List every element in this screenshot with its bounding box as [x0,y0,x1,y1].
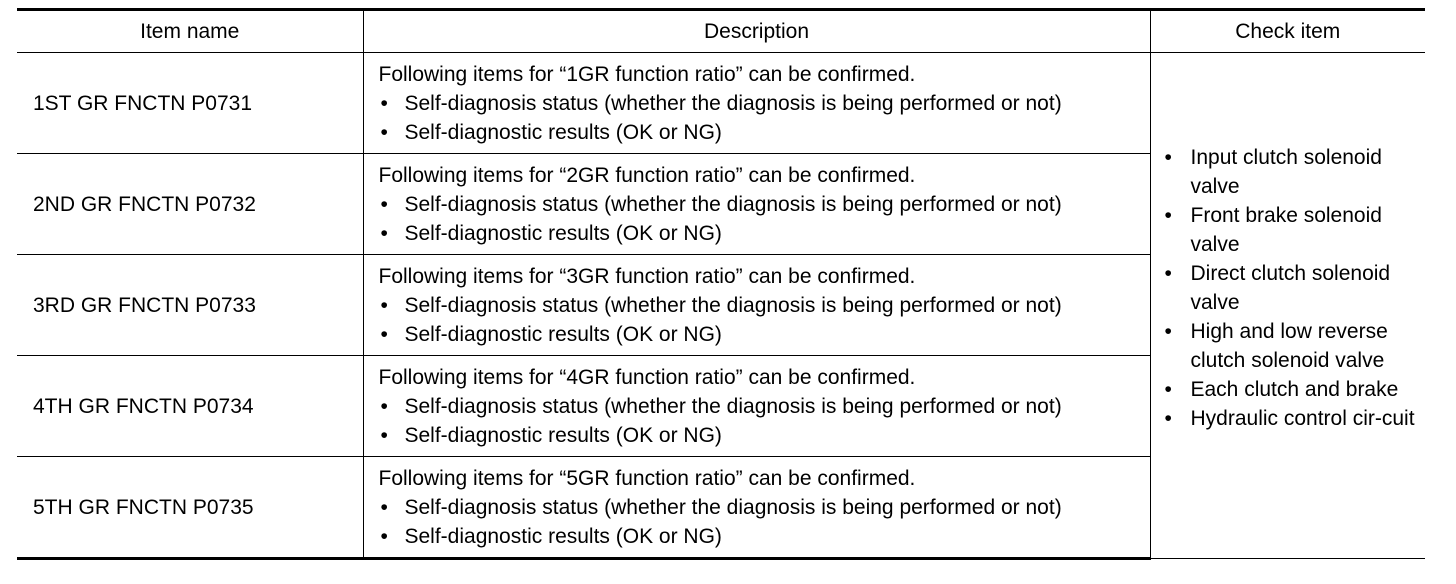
description-cell [363,356,1150,457]
description-bullet [379,118,1150,147]
description-cell [363,255,1150,356]
bullet-icon: • [1164,262,1172,285]
description-intro: Following items for “2GR function ratio” can be confirmed. [378,163,916,187]
description-bullet [379,219,1150,248]
description-bullet [379,291,1150,320]
description-intro: Following items for “5GR function ratio” can be confirmed. [378,466,916,490]
item-name-cell: 3RD GR FNCTN P0733 [17,255,363,356]
description-bullet [379,190,1150,219]
bullet-text: Self-diagnosis status (whether the diagnosis is being performed or not) [404,293,1062,317]
check-item [1163,317,1426,375]
item-name-cell: 1ST GR FNCTN P0731 [17,53,363,154]
table-row [17,53,1425,154]
header-item-name: Item name [17,10,363,53]
bullet-icon: • [1164,378,1172,401]
description-bullet [379,89,1150,118]
header-description: Description [363,10,1150,53]
bullet-text: Self-diagnosis status (whether the diagnosis is being performed or not) [404,192,1062,216]
description-cell [363,53,1150,154]
bullet-text: Self-diagnostic results (OK or NG) [404,221,722,245]
description-intro: Following items for “3GR function ratio” can be confirmed. [378,264,916,288]
bullet-text: Self-diagnostic results (OK or NG) [404,120,722,144]
header-check-item: Check item [1150,10,1425,53]
description-cell [363,457,1150,559]
bullet-icon: • [380,91,388,115]
description-bullet [379,392,1150,421]
check-item-cell [1150,53,1425,559]
bullet-icon: • [380,120,388,144]
description-cell [363,154,1150,255]
check-item-text: Each clutch and brake [1190,378,1399,401]
bullet-icon: • [380,221,388,245]
check-item-text: Input clutch solenoid valve [1190,146,1382,198]
bullet-text: Self-diagnosis status (whether the diagnosis is being performed or not) [404,495,1062,519]
bullet-icon: • [380,192,388,216]
bullet-text: Self-diagnostic results (OK or NG) [404,423,722,447]
check-item-text: Hydraulic control cir-cuit [1190,407,1415,430]
item-name-cell: 5TH GR FNCTN P0735 [17,457,363,559]
bullet-icon: • [1164,407,1172,430]
description-bullet [379,421,1150,450]
check-item [1163,404,1426,433]
description-intro: Following items for “4GR function ratio” can be confirmed. [378,365,916,389]
check-item-text: Direct clutch solenoid valve [1190,262,1391,314]
check-item [1163,201,1426,259]
bullet-icon: • [380,322,388,346]
bullet-text: Self-diagnosis status (whether the diagnosis is being performed or not) [404,91,1062,115]
bullet-icon: • [380,495,388,519]
bullet-icon: • [1164,204,1172,227]
description-bullet [379,320,1150,349]
check-item [1163,259,1426,317]
description-bullet [379,493,1150,522]
bullet-text: Self-diagnostic results (OK or NG) [404,322,722,346]
check-item-text: Front brake solenoid valve [1190,204,1382,256]
diagnosis-table-container [17,8,1425,560]
item-name-cell: 2ND GR FNCTN P0732 [17,154,363,255]
bullet-text: Self-diagnosis status (whether the diagnosis is being performed or not) [404,394,1062,418]
bullet-icon: • [380,394,388,418]
diagnosis-item-table [17,8,1425,560]
header-row [17,10,1425,53]
bullet-icon: • [1164,320,1172,343]
description-bullet [379,522,1150,551]
check-item [1163,375,1426,404]
description-intro: Following items for “1GR function ratio” can be confirmed. [378,62,916,86]
check-item-text: High and low reverse clutch solenoid valve [1190,320,1388,372]
bullet-icon: • [380,293,388,317]
bullet-icon: • [1164,146,1172,169]
bullet-icon: • [380,524,388,548]
bullet-text: Self-diagnostic results (OK or NG) [404,524,722,548]
bullet-icon: • [380,423,388,447]
item-name-cell: 4TH GR FNCTN P0734 [17,356,363,457]
check-item [1163,143,1426,201]
